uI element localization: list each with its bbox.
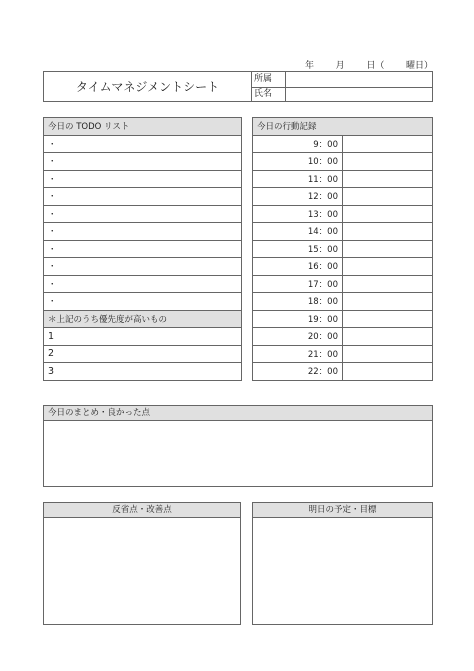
schedule-entry[interactable] bbox=[343, 328, 433, 346]
schedule-entry[interactable] bbox=[343, 205, 433, 223]
todo-item[interactable]: ・ bbox=[44, 170, 242, 188]
todo-item[interactable]: ・ bbox=[44, 258, 242, 276]
schedule-entry[interactable] bbox=[343, 135, 433, 153]
time-label: 17：00 bbox=[253, 275, 343, 293]
schedule-entry[interactable] bbox=[343, 345, 433, 363]
schedule-entry[interactable] bbox=[343, 170, 433, 188]
todo-item[interactable]: ・ bbox=[44, 275, 242, 293]
affiliation-label: 所属 bbox=[251, 72, 286, 87]
date-line bbox=[305, 58, 433, 71]
priority-heading: ＊上記のうち優先度が高いもの bbox=[44, 310, 242, 328]
schedule-entry[interactable] bbox=[343, 275, 433, 293]
schedule-heading: 今日の行動記録 bbox=[253, 118, 433, 136]
schedule-entry[interactable] bbox=[343, 153, 433, 171]
todo-item[interactable]: ・ bbox=[44, 135, 242, 153]
time-label: 13：00 bbox=[253, 205, 343, 223]
weekday-label: 曜日） bbox=[405, 61, 433, 71]
todo-item[interactable]: ・ bbox=[44, 240, 242, 258]
time-label: 15：00 bbox=[253, 240, 343, 258]
sheet-title: タイムマネジメントシート bbox=[44, 72, 252, 101]
schedule-entry[interactable] bbox=[343, 310, 433, 328]
name-row bbox=[251, 87, 432, 102]
schedule-entry[interactable] bbox=[343, 188, 433, 206]
summary-area[interactable] bbox=[44, 421, 432, 487]
time-label: 21：00 bbox=[253, 345, 343, 363]
todo-table bbox=[43, 117, 242, 381]
priority-item[interactable]: 2 bbox=[44, 345, 242, 363]
schedule-entry[interactable] bbox=[343, 258, 433, 276]
time-label: 11：00 bbox=[253, 170, 343, 188]
time-label: 10：00 bbox=[253, 153, 343, 171]
priority-item[interactable]: 1 bbox=[44, 328, 242, 346]
summary-box bbox=[43, 405, 433, 487]
header-box bbox=[43, 71, 433, 102]
reflection-box bbox=[43, 502, 241, 625]
time-label: 22：00 bbox=[253, 363, 343, 381]
schedule-entry[interactable] bbox=[343, 293, 433, 311]
time-label: 12：00 bbox=[253, 188, 343, 206]
time-label: 19：00 bbox=[253, 310, 343, 328]
time-label: 18：00 bbox=[253, 293, 343, 311]
schedule-table bbox=[252, 117, 433, 381]
time-label: 9：00 bbox=[253, 135, 343, 153]
time-label: 20：00 bbox=[253, 328, 343, 346]
schedule-entry[interactable] bbox=[343, 363, 433, 381]
goals-area[interactable] bbox=[253, 518, 432, 625]
todo-item[interactable]: ・ bbox=[44, 293, 242, 311]
affiliation-field[interactable] bbox=[286, 72, 432, 87]
goals-heading: 明日の予定・目標 bbox=[253, 503, 432, 518]
summary-heading: 今日のまとめ・良かった点 bbox=[44, 406, 432, 421]
name-label: 氏名 bbox=[251, 87, 286, 102]
todo-item[interactable]: ・ bbox=[44, 223, 242, 241]
year-label: 年 bbox=[305, 61, 315, 71]
month-label: 月 bbox=[335, 61, 345, 71]
schedule-entry[interactable] bbox=[343, 240, 433, 258]
reflection-area[interactable] bbox=[44, 518, 240, 625]
todo-item[interactable]: ・ bbox=[44, 153, 242, 171]
priority-item[interactable]: 3 bbox=[44, 363, 242, 381]
goals-box bbox=[252, 502, 433, 625]
todo-heading: 今日の TODO リスト bbox=[44, 118, 242, 136]
name-field[interactable] bbox=[286, 87, 432, 102]
todo-item[interactable]: ・ bbox=[44, 205, 242, 223]
todo-item[interactable]: ・ bbox=[44, 188, 242, 206]
affiliation-row bbox=[251, 72, 432, 88]
reflection-heading: 反省点・改善点 bbox=[44, 503, 240, 518]
time-label: 14：00 bbox=[253, 223, 343, 241]
day-label: 日（ bbox=[366, 61, 385, 71]
time-label: 16：00 bbox=[253, 258, 343, 276]
schedule-entry[interactable] bbox=[343, 223, 433, 241]
